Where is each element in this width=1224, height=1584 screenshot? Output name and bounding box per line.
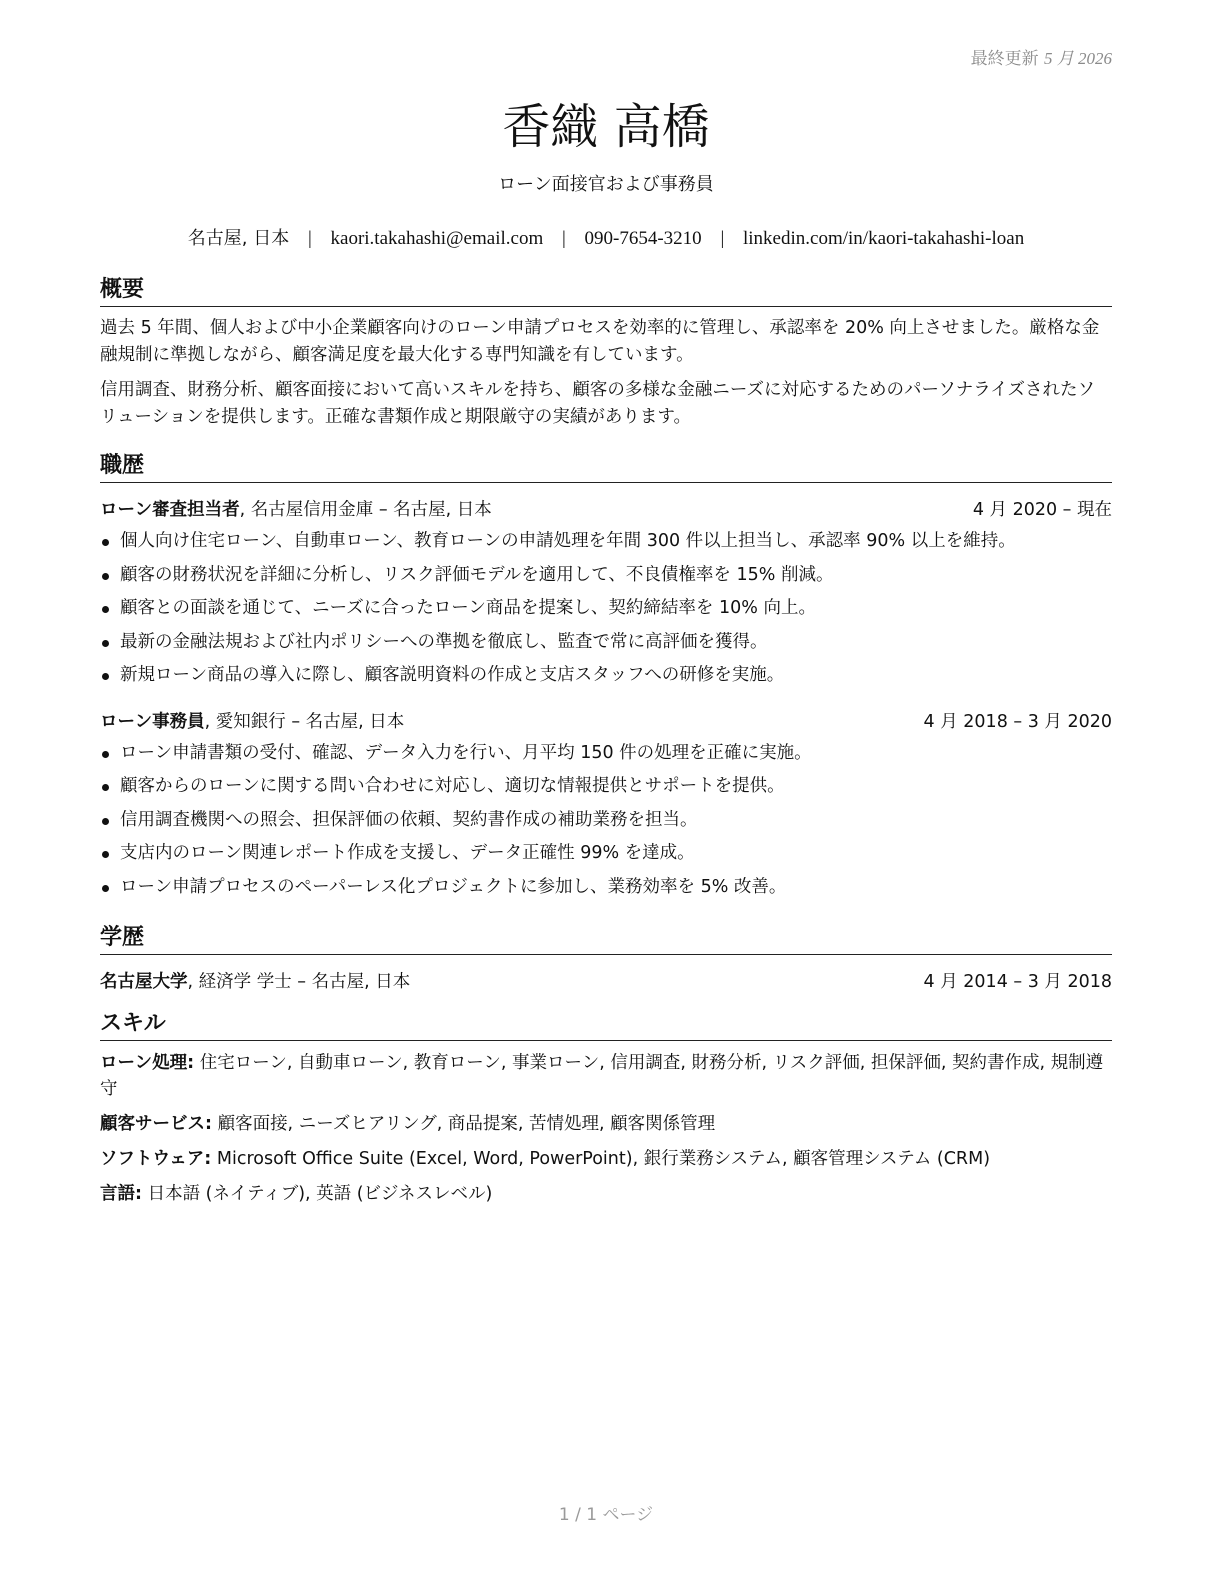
resume-page xyxy=(100,0,1112,1584)
job-bullet: 顧客の財務状況を詳細に分析し、リスク評価モデルを適用して、不良債権率を 15% 削減。 xyxy=(100,559,1112,593)
skill-line xyxy=(100,1181,1112,1207)
job-bullet: 支店内のローン関連レポート作成を支援し、データ正確性 99% を達成。 xyxy=(100,837,1112,871)
job-dates: 4 月 2020 – 現在 xyxy=(972,500,1112,520)
education-section xyxy=(100,924,1112,995)
contact-phone[interactable]: 090-7654-3210 xyxy=(584,228,702,249)
skill-label: ローン処理: xyxy=(100,1053,195,1073)
education-header xyxy=(100,969,1112,995)
job-bullet: 信用調査機関への照会、担保評価の依頼、契約書作成の補助業務を担当。 xyxy=(100,804,1112,838)
job-bullet: ローン申請書類の受付、確認、データ入力を行い、月平均 150 件の処理を正確に実施。 xyxy=(100,737,1112,771)
last-updated xyxy=(971,44,1112,69)
education-detail: , 経済学 学士 – 名古屋, 日本 xyxy=(187,972,411,992)
last-updated-date: 5 月 2026 xyxy=(1044,49,1112,68)
job-role: ローン審査担当者 xyxy=(100,500,240,520)
job-org: , 名古屋信用金庫 – 名古屋, 日本 xyxy=(239,500,492,520)
summary-section xyxy=(100,276,1112,431)
skill-value: 住宅ローン, 自動車ローン, 教育ローン, 事業ローン, 信用調査, 財務分析, リスク評価, 担保評価, 契約書作成, 規制遵守 xyxy=(100,1053,1104,1099)
contact-email[interactable]: kaori.takahashi@email.com xyxy=(330,228,544,249)
skill-value: 日本語 (ネイティブ), 英語 (ビジネスレベル) xyxy=(142,1184,493,1204)
page-number: 1 / 1 ページ xyxy=(558,1505,654,1525)
skills-section xyxy=(100,1010,1112,1207)
contact-line xyxy=(100,224,1112,250)
job-bullet: 個人向け住宅ローン、自動車ローン、教育ローンの申請処理を年間 300 件以上担当し、承認率 90% 以上を維持。 xyxy=(100,525,1112,559)
job-bullet: 顧客との面談を通じて、ニーズに合ったローン商品を提案し、契約締結率を 10% 向上。 xyxy=(100,592,1112,626)
experience-section xyxy=(100,452,1112,904)
candidate-name: 香織 高橋 xyxy=(502,99,710,155)
section-title-education: 学歴 xyxy=(100,924,1112,955)
contact-separator: | xyxy=(720,228,725,249)
skill-value: Microsoft Office Suite (Excel, Word, PowerPoint), 銀行業務システム, 顧客管理システム (CRM) xyxy=(211,1149,991,1169)
job-header xyxy=(100,709,1112,735)
job-bullet: ローン申請プロセスのペーパーレス化プロジェクトに参加し、業務効率を 5% 改善。 xyxy=(100,871,1112,905)
education-dates: 4 月 2014 – 3 月 2018 xyxy=(923,972,1112,992)
section-title-skills: スキル xyxy=(100,1010,1112,1041)
contact-separator: | xyxy=(307,228,312,249)
skill-line xyxy=(100,1050,1112,1102)
education-school: 名古屋大学 xyxy=(100,972,188,992)
contact-separator: | xyxy=(561,228,566,249)
summary-paragraph: 信用調査、財務分析、顧客面接において高いスキルを持ち、顧客の多様な金融ニーズに対応するためのパーソナライズされたソリューションを提供します。正確な書類作成と期限厳守の実績があります。 xyxy=(100,380,1096,427)
job-bullets xyxy=(100,737,1112,905)
summary-paragraph: 過去 5 年間、個人および中小企業顧客向けのローン申請プロセスを効率的に管理し、承認率を 20% 向上させました。厳格な金融規制に準拠しながら、顧客満足度を最大化する専門知識を有しています。 xyxy=(100,318,1100,365)
skill-label: 言語: xyxy=(100,1184,142,1204)
job-bullet: 顧客からのローンに関する問い合わせに対応し、適切な情報提供とサポートを提供。 xyxy=(100,770,1112,804)
skill-line xyxy=(100,1111,1112,1137)
job-bullet: 最新の金融法規および社内ポリシーへの準拠を徹底し、監査で常に高評価を獲得。 xyxy=(100,626,1112,660)
job-role: ローン事務員 xyxy=(100,711,205,732)
contact-linkedin[interactable]: linkedin.com/in/kaori-takahashi-loan xyxy=(743,228,1025,249)
job-org: , 愛知銀行 – 名古屋, 日本 xyxy=(204,711,405,732)
job-header xyxy=(100,497,1112,523)
job-bullet: 新規ローン商品の導入に際し、顧客説明資料の作成と支店スタッフへの研修を実施。 xyxy=(100,659,1112,693)
skill-line xyxy=(100,1146,1112,1172)
skill-label: 顧客サービス: xyxy=(100,1114,212,1134)
job-dates: 4 月 2018 – 3 月 2020 xyxy=(923,711,1112,732)
last-updated-label: 最終更新 xyxy=(970,49,1039,69)
section-title-summary: 概要 xyxy=(100,276,1112,307)
skill-label: ソフトウェア: xyxy=(100,1149,212,1169)
contact-location: 名古屋, 日本 xyxy=(187,228,290,249)
section-title-experience: 職歴 xyxy=(100,452,1112,483)
skill-value: 顧客面接, ニーズヒアリング, 商品提案, 苦情処理, 顧客関係管理 xyxy=(212,1114,716,1134)
candidate-headline: ローン面接官および事務員 xyxy=(498,174,714,195)
job-bullets xyxy=(100,525,1112,693)
